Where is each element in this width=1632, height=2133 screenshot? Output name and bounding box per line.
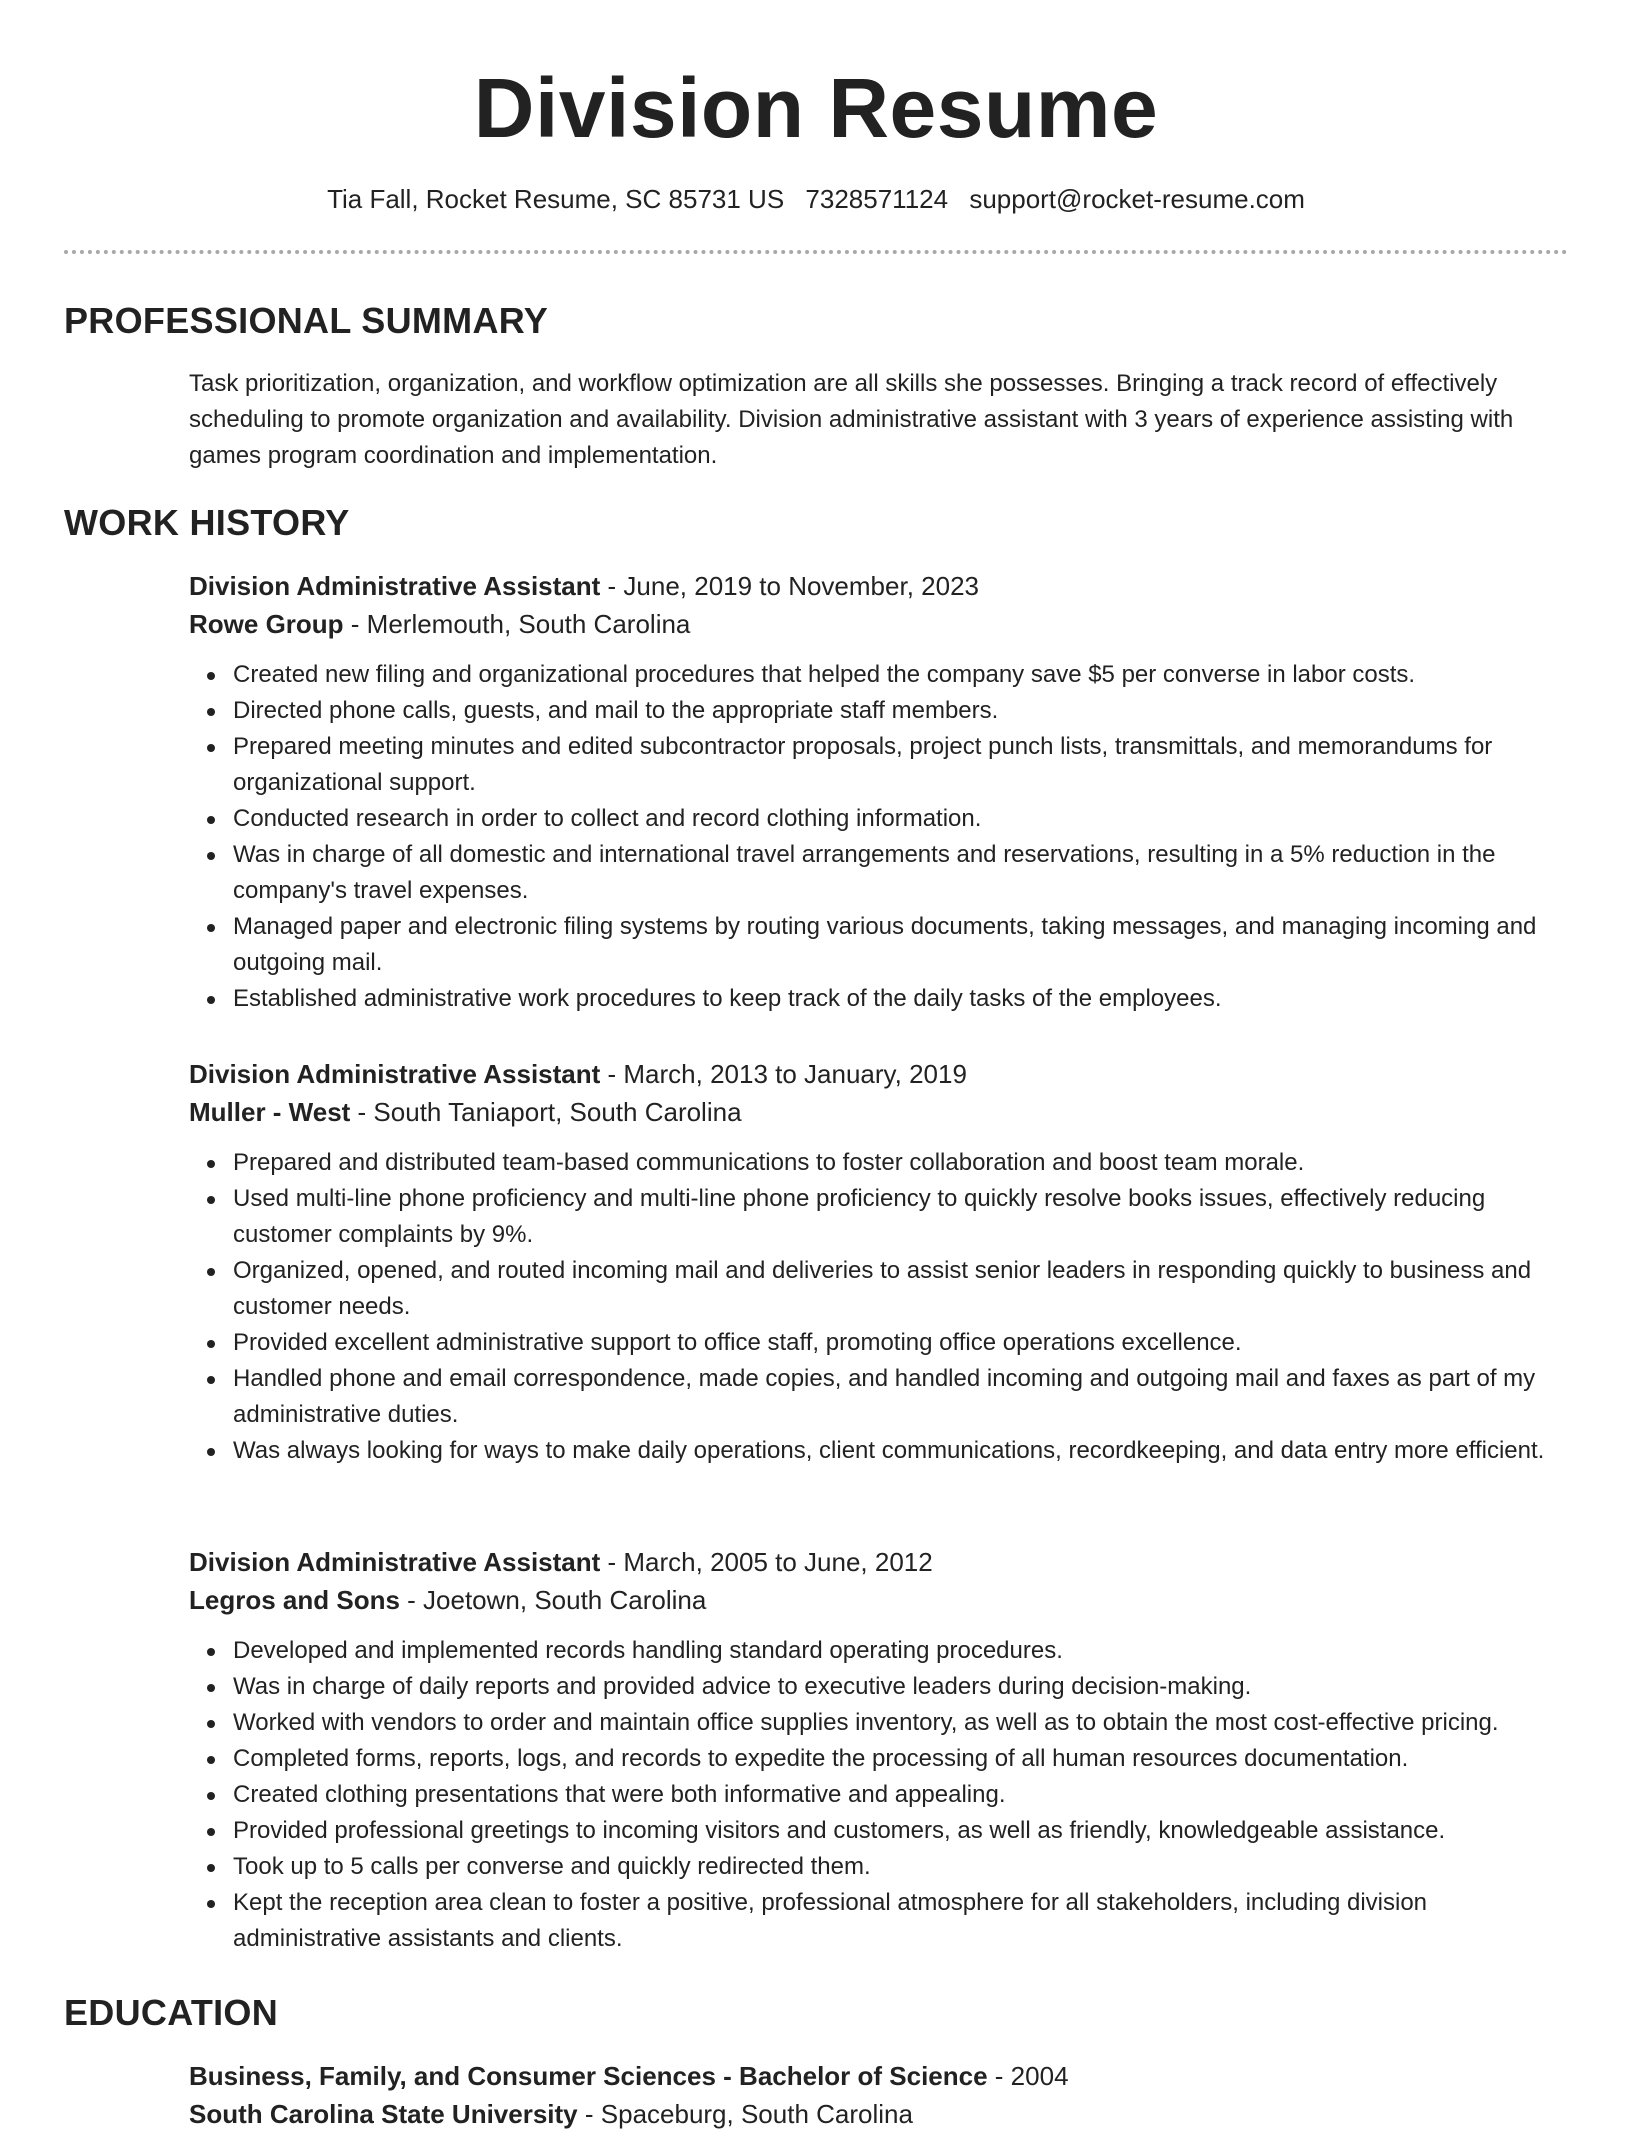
job-location: - South Taniaport, South Carolina	[350, 1097, 742, 1127]
job-bullet: Provided excellent administrative support to office staff, promoting office operations excellence.	[233, 1325, 1569, 1361]
header-divider	[64, 250, 1568, 254]
job-bullet: Created new filing and organizational procedures that helped the company save $5 per converse in labor costs.	[233, 657, 1569, 693]
job-bullet: Prepared meeting minutes and edited subcontractor proposals, project punch lists, transmittals, and memorandums for organizational support.	[233, 729, 1569, 801]
job-company-line	[189, 1093, 1569, 1131]
job-title: Division Administrative Assistant	[189, 571, 601, 601]
contact-line	[0, 182, 1632, 216]
contact-address: Tia Fall, Rocket Resume, SC 85731 US	[327, 184, 785, 214]
job-bullet: Organized, opened, and routed incoming mail and deliveries to assist senior leaders in responding quickly to business and customer needs.	[233, 1253, 1569, 1325]
job-dates: - March, 2005 to June, 2012	[600, 1547, 933, 1577]
job-bullet: Completed forms, reports, logs, and records to expedite the processing of all human resources documentation.	[233, 1741, 1569, 1777]
degree-year: - 2004	[987, 2061, 1069, 2091]
job-bullet: Was always looking for ways to make daily operations, client communications, recordkeeping, and data entry more efficient.	[233, 1433, 1569, 1469]
education-entry	[189, 2057, 1569, 2133]
job-company: Legros and Sons	[189, 1585, 400, 1615]
degree-line	[189, 2057, 1569, 2095]
job-company: Muller - West	[189, 1097, 351, 1127]
job-bullet: Conducted research in order to collect and record clothing information.	[233, 801, 1569, 837]
job-bullet-list	[189, 1145, 1569, 1469]
school-location: - Spaceburg, South Carolina	[577, 2099, 913, 2129]
job-bullet: Worked with vendors to order and maintain office supplies inventory, as well as to obtain the most cost-effective pricing.	[233, 1705, 1569, 1741]
job-bullet-list	[189, 1633, 1569, 1957]
job-bullet: Used multi-line phone proficiency and multi-line phone proficiency to quickly resolve books issues, effectively reducing customer complaints by 9%.	[233, 1181, 1569, 1253]
job-company-line	[189, 605, 1569, 643]
contact-email: support@rocket-resume.com	[969, 184, 1305, 214]
job-location: - Joetown, South Carolina	[399, 1585, 707, 1615]
job-bullet: Created clothing presentations that were both informative and appealing.	[233, 1777, 1569, 1813]
job-title-line	[189, 567, 1569, 605]
job-entry	[189, 1543, 1569, 1957]
job-title-line	[189, 1055, 1569, 1093]
job-bullet: Developed and implemented records handling standard operating procedures.	[233, 1633, 1569, 1669]
degree: Business, Family, and Consumer Sciences - Bachelor of Science	[189, 2061, 988, 2091]
education-heading: EDUCATION	[64, 1992, 279, 2033]
summary-heading: PROFESSIONAL SUMMARY	[64, 300, 549, 341]
job-company: Rowe Group	[189, 609, 344, 639]
job-company-line	[189, 1581, 1569, 1619]
job-bullet: Prepared and distributed team-based communications to foster collaboration and boost team morale.	[233, 1145, 1569, 1181]
job-bullet: Took up to 5 calls per converse and quickly redirected them.	[233, 1849, 1569, 1885]
job-title: Division Administrative Assistant	[189, 1059, 601, 1089]
work-history-heading: WORK HISTORY	[64, 502, 350, 543]
job-bullet: Managed paper and electronic filing systems by routing various documents, taking messages, and managing incoming and outgoing mail.	[233, 909, 1569, 981]
job-entry	[189, 1055, 1569, 1469]
job-bullet-list	[189, 657, 1569, 1017]
school-name: South Carolina State University	[189, 2099, 578, 2129]
job-bullet: Kept the reception area clean to foster a positive, professional atmosphere for all stakeholders, including division administrative assistants and clients.	[233, 1885, 1569, 1957]
job-bullet: Directed phone calls, guests, and mail to the appropriate staff members.	[233, 693, 1569, 729]
summary-text: Task prioritization, organization, and workflow optimization are all skills she possesses. Bringing a track record of effectively scheduling to promote organization and availability. Division administrative assistant with 3 years of experience assisting with games program coordination and implementation.	[189, 370, 1514, 469]
job-bullet: Established administrative work procedures to keep track of the daily tasks of the employees.	[233, 981, 1569, 1017]
job-bullet: Handled phone and email correspondence, made copies, and handled incoming and outgoing mail and faxes as part of my administrative duties.	[233, 1361, 1569, 1433]
job-dates: - March, 2013 to January, 2019	[600, 1059, 967, 1089]
job-bullet: Was in charge of all domestic and international travel arrangements and reservations, resulting in a 5% reduction in the company's travel expenses.	[233, 837, 1569, 909]
job-entry	[189, 567, 1569, 1017]
school-line	[189, 2095, 1569, 2133]
job-location: - Merlemouth, South Carolina	[343, 609, 691, 639]
job-bullet: Was in charge of daily reports and provided advice to executive leaders during decision-making.	[233, 1669, 1569, 1705]
job-dates: - June, 2019 to November, 2023	[600, 571, 979, 601]
resume-title: Division Resume	[473, 61, 1159, 155]
contact-phone: 7328571124	[805, 184, 949, 214]
job-bullet: Provided professional greetings to incoming visitors and customers, as well as friendly, knowledgeable assistance.	[233, 1813, 1569, 1849]
job-title: Division Administrative Assistant	[189, 1547, 601, 1577]
job-title-line	[189, 1543, 1569, 1581]
